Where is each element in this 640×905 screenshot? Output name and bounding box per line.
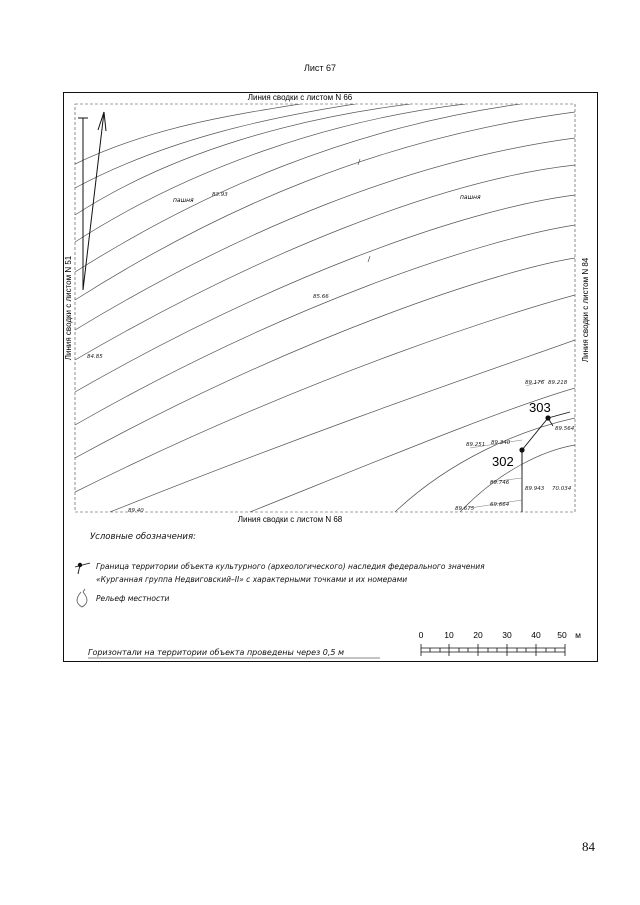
contour-line <box>75 258 575 458</box>
elevation-mark: 89.564 <box>555 426 575 432</box>
contour-line <box>75 104 465 242</box>
contour-line <box>250 388 575 512</box>
legend-title: Условные обозначения: <box>90 532 196 542</box>
contour-lines <box>75 104 575 512</box>
map-inner-boundary <box>75 104 575 512</box>
contour-line <box>395 418 575 512</box>
elevation-mark: 89.943 <box>525 486 545 492</box>
legend-boundary-symbol <box>75 563 90 574</box>
contour-line <box>75 165 575 360</box>
elevation-mark: 85.66 <box>313 294 329 300</box>
elevation-mark: 70.034 <box>552 486 572 492</box>
scale-bar <box>421 644 565 656</box>
north-arrow <box>78 112 106 290</box>
elevation-mark: 84.85 <box>87 354 103 360</box>
legend-relief-text: Рельеф местности <box>96 594 170 603</box>
contour-line <box>110 340 575 512</box>
edge-label-top: Линия сводки с листом N 66 <box>247 93 353 102</box>
contour-interval-note: Горизонтали на территории объекта проведены через 0,5 м <box>88 648 345 657</box>
elevation-mark: 89.218 <box>548 380 568 386</box>
land-label-arable: пашня <box>173 197 194 204</box>
edge-label-bottom: Линия сводки с листом N 68 <box>237 515 343 524</box>
contour-line <box>75 138 575 330</box>
page-number: 84 <box>582 839 595 854</box>
boundary-point-302 <box>519 447 524 452</box>
scale-tick-label: 10 <box>444 630 454 640</box>
contour-line <box>75 104 300 164</box>
elevation-mark: 89.40 <box>128 508 144 514</box>
point-number-303: 303 <box>529 400 551 415</box>
scale-unit: м <box>575 630 581 640</box>
legend-relief-symbol <box>77 589 87 607</box>
elevation-mark: 89.675 <box>455 506 475 512</box>
elevation-mark: 83.93 <box>212 192 228 198</box>
point-number-302: 302 <box>492 454 514 469</box>
scale-tick-label: 40 <box>531 630 541 640</box>
contour-line <box>75 112 575 300</box>
elevation-mark: 89.176 <box>525 380 545 386</box>
edge-label-right: Линия сводки с листом N 84 <box>581 257 590 363</box>
scale-tick-label: 30 <box>502 630 512 640</box>
land-label-arable: пашня <box>460 194 481 201</box>
legend-boundary-text-1: Граница территории объекта культурного (археологического) наследия федерального значения <box>96 562 485 571</box>
scale-tick-label: 20 <box>473 630 483 640</box>
boundary-point-303 <box>545 415 550 420</box>
scale-tick-label: 50 <box>557 630 567 640</box>
legend-boundary-text-2: «Курганная группа Недвиговский–II» с характерными точками и их номерами <box>96 575 408 584</box>
elevation-mark: 89.251 <box>466 442 486 448</box>
scale-tick-label: 0 <box>418 630 424 640</box>
edge-label-left: Линия сводки с листом N 51 <box>64 255 73 361</box>
sheet-title: Лист 67 <box>303 63 337 73</box>
elevation-mark: 89.340 <box>491 440 511 446</box>
elevation-mark: 89.746 <box>490 480 510 486</box>
elevation-mark: 69.664 <box>490 502 510 508</box>
